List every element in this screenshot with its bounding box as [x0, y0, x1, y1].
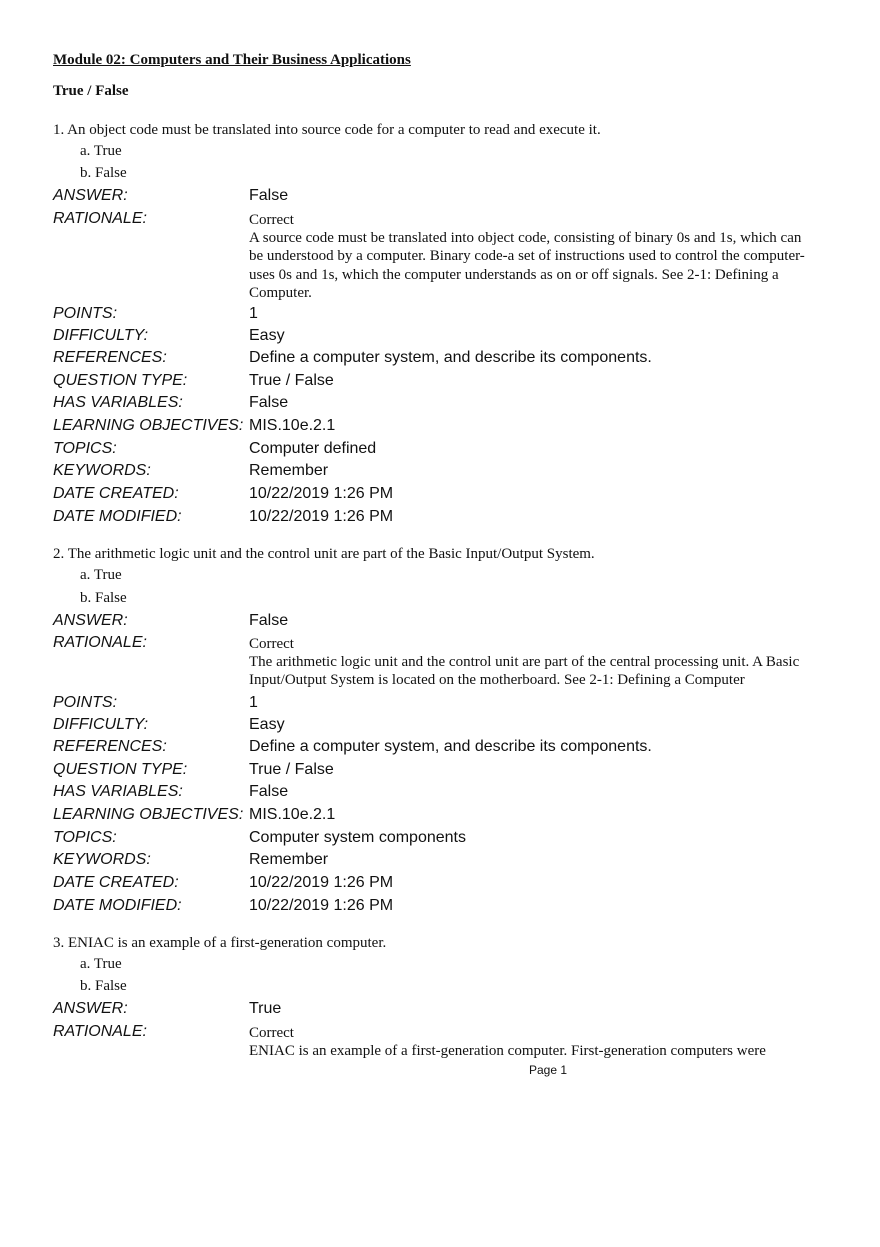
- rationale-body: A source code must be translated into object code, consisting of binary 0s and 1s, which can be understood by a computer. Binary code-a set of instructions used to control the computer-uses 0s and 1s, which the computer understands as on or off signals. See 2-1: Defining a Computer.: [249, 230, 805, 301]
- references-label: REFERENCES:: [53, 738, 167, 755]
- topics-value: Computer defined: [249, 440, 377, 457]
- keywords-label: KEYWORDS:: [53, 462, 151, 479]
- answer-value: False: [249, 612, 289, 629]
- rationale-head: Correct: [249, 1025, 294, 1041]
- date-modified-label: DATE MODIFIED:: [53, 897, 182, 914]
- date-modified-value: 10/22/2019 1:26 PM: [249, 508, 394, 525]
- rationale-label: RATIONALE:: [53, 634, 147, 651]
- topics-label: TOPICS:: [53, 440, 117, 457]
- topics-label: TOPICS:: [53, 829, 117, 846]
- choice-true: a. True: [80, 567, 122, 583]
- points-value: 1: [249, 305, 258, 322]
- question-type-value: True / False: [249, 372, 334, 389]
- date-modified-value: 10/22/2019 1:26 PM: [249, 897, 394, 914]
- date-modified-label: DATE MODIFIED:: [53, 508, 182, 525]
- date-created-label: DATE CREATED:: [53, 874, 179, 891]
- question-type-value: True / False: [249, 761, 334, 778]
- date-created-label: DATE CREATED:: [53, 485, 179, 502]
- question-type-label: QUESTION TYPE:: [53, 761, 188, 778]
- rationale-body: ENIAC is an example of a first-generation computer. First-generation computers were: [249, 1043, 766, 1060]
- rationale-head: Correct: [249, 212, 294, 228]
- question-type-label: QUESTION TYPE:: [53, 372, 188, 389]
- choice-false: b. False: [80, 978, 127, 994]
- points-value: 1: [249, 694, 258, 711]
- document-title: Module 02: Computers and Their Business Applications: [53, 52, 411, 68]
- answer-value: False: [249, 187, 289, 204]
- rationale-text: [249, 635, 819, 690]
- references-label: REFERENCES:: [53, 349, 167, 366]
- difficulty-value: Easy: [249, 716, 285, 733]
- answer-label: ANSWER:: [53, 1000, 128, 1017]
- points-label: POINTS:: [53, 305, 118, 322]
- choice-false: b. False: [80, 590, 127, 606]
- references-value: Define a computer system, and describe its components.: [249, 349, 652, 366]
- choice-true: a. True: [80, 956, 122, 972]
- keywords-label: KEYWORDS:: [53, 851, 151, 868]
- rationale-body: The arithmetic logic unit and the control unit are part of the central processing unit. A Basic Input/Output System is located on the motherboard. See 2-1: Defining a Computer: [249, 654, 800, 689]
- choice-false: b. False: [80, 165, 127, 181]
- question-text: 3. ENIAC is an example of a first-generation computer.: [53, 935, 387, 951]
- rationale-text: [249, 211, 819, 302]
- has-variables-value: False: [249, 394, 289, 411]
- learning-objectives-value: MIS.10e.2.1: [249, 806, 336, 823]
- answer-label: ANSWER:: [53, 187, 128, 204]
- page-number: Page 1: [528, 1063, 568, 1077]
- references-value: Define a computer system, and describe its components.: [249, 738, 652, 755]
- section-heading: True / False: [53, 83, 129, 99]
- points-label: POINTS:: [53, 694, 118, 711]
- date-created-value: 10/22/2019 1:26 PM: [249, 874, 394, 891]
- learning-objectives-value: MIS.10e.2.1: [249, 417, 336, 434]
- question-text: 1. An object code must be translated into source code for a computer to read and execute it.: [53, 122, 601, 138]
- question-text: 2. The arithmetic logic unit and the control unit are part of the Basic Input/Output System.: [53, 546, 595, 562]
- choice-true: a. True: [80, 143, 122, 159]
- rationale-label: RATIONALE:: [53, 210, 147, 227]
- rationale-head: Correct: [249, 636, 294, 652]
- difficulty-label: DIFFICULTY:: [53, 716, 149, 733]
- difficulty-value: Easy: [249, 327, 285, 344]
- keywords-value: Remember: [249, 851, 329, 868]
- answer-label: ANSWER:: [53, 612, 128, 629]
- keywords-value: Remember: [249, 462, 329, 479]
- difficulty-label: DIFFICULTY:: [53, 327, 149, 344]
- rationale-label: RATIONALE:: [53, 1023, 147, 1040]
- learning-objectives-label: LEARNING OBJECTIVES:: [53, 806, 244, 823]
- has-variables-value: False: [249, 783, 289, 800]
- has-variables-label: HAS VARIABLES:: [53, 394, 183, 411]
- learning-objectives-label: LEARNING OBJECTIVES:: [53, 417, 244, 434]
- has-variables-label: HAS VARIABLES:: [53, 783, 183, 800]
- rationale-text: [249, 1024, 819, 1060]
- date-created-value: 10/22/2019 1:26 PM: [249, 485, 394, 502]
- topics-value: Computer system components: [249, 829, 466, 846]
- answer-value: True: [249, 1000, 282, 1017]
